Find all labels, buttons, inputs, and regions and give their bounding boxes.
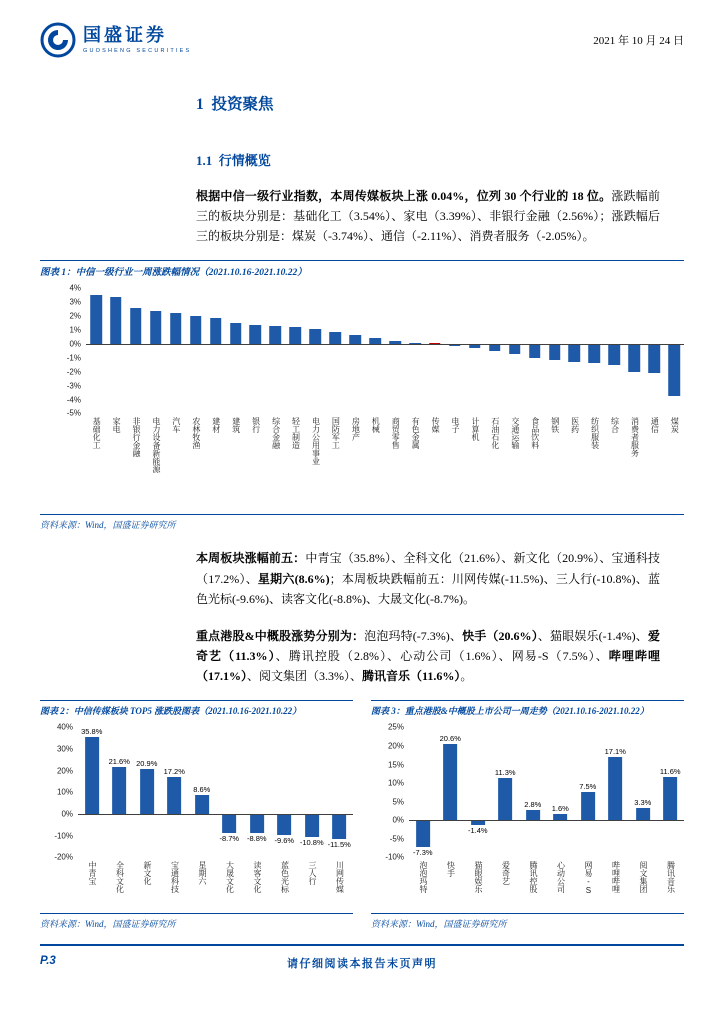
bar-阅文集团 <box>636 808 650 820</box>
page-header <box>0 0 724 64</box>
x-axis-label: 食品饮料 <box>530 417 540 450</box>
bar-slot <box>657 727 685 857</box>
bar-川网传媒 <box>332 814 346 839</box>
bar-泡泡玛特 <box>416 820 430 847</box>
plot-area <box>78 727 353 857</box>
bar-钢铁 <box>549 344 561 360</box>
x-axis-label: 通信 <box>650 417 660 434</box>
figure-2 <box>40 700 353 930</box>
y-tick-label: 10% <box>56 787 73 797</box>
y-tick-label: 0% <box>392 815 404 825</box>
bar-国防军工 <box>329 332 341 344</box>
figure-3 <box>371 700 684 930</box>
y-tick-label: 0% <box>69 339 81 349</box>
bar-value-label: -1.4% <box>467 826 488 836</box>
bar-slot <box>86 288 106 413</box>
x-axis-label: 快手 <box>446 861 456 878</box>
bold-text: 爱奇艺（11.3%） <box>196 628 660 664</box>
y-tick-label: 1% <box>69 325 81 335</box>
paragraph-market-overview <box>196 186 660 246</box>
y-tick-label: 30% <box>56 744 73 754</box>
bar-value-label: 35.8% <box>81 726 103 736</box>
brand <box>40 22 191 58</box>
x-axis-line <box>409 820 684 821</box>
page-footer <box>40 944 684 971</box>
y-tick-label: -1% <box>66 353 81 363</box>
bar-纺织服装 <box>589 344 601 363</box>
bar-value-label: 17.1% <box>604 746 626 756</box>
paragraph-hk-china-stocks <box>196 626 660 686</box>
x-axis-label: 电力设备新能源 <box>151 417 161 474</box>
text: ；本周板块跌幅前五：川网传媒(-11.5%)、三人行(-10.8%)、蓝色光标(-9.6%)、读客文化(-8.8%)、大晟文化(-8.7%)。 <box>196 571 660 606</box>
paragraph-sector-top5 <box>196 548 660 608</box>
bar-新文化 <box>140 769 154 814</box>
y-tick-label: -10% <box>54 831 73 841</box>
bar-slot <box>644 288 664 413</box>
bold-text: 根据中信一级行业指数，本周传媒板块上涨 0.04%，位列 30 个行业的 18 位。 <box>196 189 612 203</box>
bar-综合 <box>609 344 621 365</box>
x-axis <box>409 857 684 913</box>
bar-value-label: 3.3% <box>634 798 652 808</box>
bar-value-label: -11.5% <box>327 839 351 849</box>
bar-爱奇艺 <box>498 778 512 820</box>
bar-中青宝 <box>85 737 99 815</box>
y-axis <box>40 722 78 862</box>
x-axis-label: 传媒 <box>431 417 441 434</box>
bar-石油石化 <box>489 344 501 351</box>
bar-通信 <box>648 344 660 373</box>
bar-三人行 <box>305 814 319 837</box>
industry-weekly-change-chart <box>40 283 684 505</box>
bar-slot <box>133 727 161 857</box>
x-axis-label: 建筑 <box>231 417 241 434</box>
y-tick-label: -4% <box>66 395 81 405</box>
bar-slot <box>216 727 244 857</box>
x-axis-label: 星期六 <box>197 861 207 886</box>
section-title: 1 投资聚焦 <box>196 96 274 113</box>
bar-蓝色光标 <box>277 814 291 835</box>
bar-slot <box>271 727 299 857</box>
x-axis-label: 国防军工 <box>331 417 341 450</box>
x-axis-label: 家电 <box>112 417 122 434</box>
x-axis-label: 消费者服务 <box>630 417 640 458</box>
x-axis-label: 纺织服装 <box>590 417 600 450</box>
x-axis-label: 综合金融 <box>271 417 281 450</box>
bar-slot <box>465 288 485 413</box>
bar-房地产 <box>349 335 361 344</box>
bar-slot <box>106 727 134 857</box>
bold-text: 哔哩哔哩（17.1%） <box>196 649 660 684</box>
x-axis-label: 哔哩哔哩 <box>611 861 621 894</box>
bar-slot <box>166 288 186 413</box>
y-tick-label: -3% <box>66 381 81 391</box>
bar-value-label: 20.9% <box>136 758 158 768</box>
bar-slot <box>325 288 345 413</box>
x-axis-label: 计算机 <box>470 417 480 442</box>
x-axis-label: 腾讯音乐 <box>666 861 676 894</box>
bar-煤炭 <box>668 344 680 396</box>
x-axis-label: 爱奇艺 <box>501 861 511 886</box>
figure-1 <box>40 260 684 531</box>
bar-腾讯控股 <box>526 810 540 820</box>
x-axis-label: 煤炭 <box>670 417 680 434</box>
figure-3-caption: 图表 3：重点港股&中概股上市公司一周走势（2021.10.16-2021.10.22） <box>371 700 684 717</box>
figure-2-source: 资料来源：Wind，国盛证券研究所 <box>40 913 353 930</box>
bar-slot <box>326 727 354 857</box>
bold-text: 快手（20.6%） <box>462 628 538 643</box>
subsection-title: 1.1 行情概览 <box>196 153 271 168</box>
bar-slot <box>409 727 437 857</box>
y-tick-label: 0% <box>61 809 73 819</box>
y-tick-label: -20% <box>54 852 73 862</box>
bar-slot <box>385 288 405 413</box>
x-axis-label: 全科文化 <box>115 861 125 894</box>
bar-腾讯音乐 <box>663 777 677 820</box>
guosheng-logo-icon <box>40 22 76 58</box>
bar-slot <box>186 288 206 413</box>
x-axis-label: 猫眼娱乐 <box>473 861 483 894</box>
bar-slot <box>365 288 385 413</box>
bar-全科文化 <box>112 767 126 814</box>
bar-slot <box>305 288 325 413</box>
bar-读客文化 <box>250 814 264 833</box>
bold-text: 重点港股&中概股涨势分别为： <box>196 628 365 643</box>
bar-slot <box>547 727 575 857</box>
x-axis-label: 读客文化 <box>252 861 262 894</box>
y-tick-label: -5% <box>66 408 81 418</box>
bar-value-label: 20.6% <box>439 733 461 743</box>
x-axis-label: 泡泡玛特 <box>418 861 428 894</box>
bar-value-label: -8.7% <box>219 833 240 843</box>
bold-text: 本周板块涨幅前五： <box>196 551 306 566</box>
bar-slot <box>584 288 604 413</box>
x-axis-label: 腾讯控股 <box>528 861 538 894</box>
x-axis-label: 网易-S <box>583 861 593 896</box>
x-axis-label: 医药 <box>570 417 580 434</box>
x-axis-label: 交通运输 <box>510 417 520 450</box>
x-axis-label: 新文化 <box>142 861 152 886</box>
bold-text: 星期六(8.6%) <box>257 571 330 586</box>
report-date: 2021 年 10 月 24 日 <box>593 35 684 47</box>
text: 泡泡玛特(-7.3%)、 <box>364 628 463 643</box>
x-axis-label: 建材 <box>211 417 221 434</box>
bar-哔哩哔哩 <box>608 757 622 821</box>
x-axis <box>86 413 684 505</box>
x-axis-label: 农林牧渔 <box>191 417 201 450</box>
bar-轻工制造 <box>290 327 302 344</box>
bar-slot <box>405 288 425 413</box>
y-tick-label: 40% <box>56 722 73 732</box>
x-axis-label: 蓝色光标 <box>280 861 290 894</box>
x-axis-label: 房地产 <box>351 417 361 442</box>
y-tick-label: 20% <box>387 741 404 751</box>
bar-slot <box>445 288 465 413</box>
text: 、猫眼娱乐(-1.4%)、 <box>537 628 648 643</box>
bar-交通运输 <box>509 344 521 354</box>
figure-1-caption: 图表 1：中信一级行业一周涨跌幅情况（2021.10.16-2021.10.22） <box>40 260 684 278</box>
bar-slot <box>664 288 684 413</box>
y-tick-label: -5% <box>389 834 404 844</box>
bar-slot <box>624 288 644 413</box>
bar-slot <box>161 727 189 857</box>
bar-建筑 <box>230 323 242 345</box>
x-axis-label: 中青宝 <box>87 861 97 886</box>
y-tick-label: 25% <box>387 722 404 732</box>
bar-家电 <box>110 297 122 344</box>
y-tick-label: 5% <box>392 797 404 807</box>
x-axis-label: 电子 <box>451 417 461 434</box>
bar-slot <box>437 727 465 857</box>
bold-text: 腾讯音乐（11.6%） <box>362 669 461 684</box>
y-tick-label: 20% <box>56 766 73 776</box>
y-tick-label: 10% <box>387 778 404 788</box>
bar-slot <box>78 727 106 857</box>
bar-slot <box>298 727 326 857</box>
bar-value-label: -9.6% <box>274 835 295 845</box>
x-axis-label: 非银行金融 <box>132 417 142 458</box>
x-axis-label: 商贸零售 <box>391 417 401 450</box>
bar-slot <box>485 288 505 413</box>
bar-slot <box>243 727 271 857</box>
bar-农林牧渔 <box>190 316 202 344</box>
bar-快手 <box>443 744 457 821</box>
x-axis-label: 基础化工 <box>92 417 102 450</box>
bar-食品饮料 <box>529 344 541 358</box>
bar-slot <box>345 288 365 413</box>
y-tick-label: 3% <box>69 297 81 307</box>
bar-基础化工 <box>90 295 102 344</box>
figure-1-source: 资料来源：Wind，国盛证券研究所 <box>40 514 684 531</box>
bar-value-label: -8.8% <box>246 834 267 844</box>
bar-value-label: -10.8% <box>299 838 324 848</box>
brand-name: 国盛证券 <box>83 25 167 46</box>
plot-area <box>409 727 684 857</box>
bar-slot <box>492 727 520 857</box>
x-axis-line <box>78 814 353 815</box>
y-tick-label: 2% <box>69 311 81 321</box>
bar-slot <box>629 727 657 857</box>
bar-slot <box>265 288 285 413</box>
hk-china-stocks-chart <box>371 722 684 913</box>
bar-slot <box>525 288 545 413</box>
bar-slot <box>545 288 565 413</box>
x-axis <box>78 857 353 913</box>
bar-value-label: 8.6% <box>193 785 211 795</box>
bar-星期六 <box>195 795 209 814</box>
x-axis-label: 电力公用事业 <box>311 417 321 466</box>
x-axis-label: 有色金属 <box>411 417 421 450</box>
x-axis-label: 阅文集团 <box>638 861 648 894</box>
bar-slot <box>602 727 630 857</box>
x-axis-label: 三人行 <box>307 861 317 886</box>
bar-slot <box>604 288 624 413</box>
y-tick-label: 4% <box>69 283 81 293</box>
figure-2-caption: 图表 2：中信传媒板块 TOP5 涨跌股图表（2021.10.16-2021.10.22） <box>40 700 353 717</box>
bar-医药 <box>569 344 581 362</box>
brand-text <box>83 26 191 54</box>
bar-slot <box>464 727 492 857</box>
x-axis-label: 钢铁 <box>550 417 560 434</box>
text: 、腾讯控股（2.8%）、心动公司（1.6%）、网易-S（7.5%）、 <box>275 649 609 664</box>
bar-slot <box>206 288 226 413</box>
bar-value-label: 7.5% <box>579 782 597 792</box>
bar-消费者服务 <box>629 344 641 372</box>
bar-slot <box>188 727 216 857</box>
bar-slot <box>425 288 445 413</box>
bar-slot <box>106 288 126 413</box>
text: 涨跌幅前三的板块分别是：基础化工（3.54%）、家电（3.39%）、非银行金融（2.56%）；涨跌幅后三的板块分别是：煤炭（-3.74%）、通信（-2.11%）、消费者服务（-2.05%）。 <box>196 189 660 244</box>
bar-slot <box>519 727 547 857</box>
x-axis-label: 石油石化 <box>490 417 500 450</box>
bar-slot <box>505 288 525 413</box>
bar-非银行金融 <box>130 308 142 344</box>
bar-电力公用事业 <box>310 329 322 344</box>
bar-大晟文化 <box>222 814 236 833</box>
x-axis-label: 川网传媒 <box>335 861 345 894</box>
media-top5-chart <box>40 722 353 913</box>
page-number: P.3 <box>40 955 56 967</box>
bar-slot <box>126 288 146 413</box>
bar-汽车 <box>170 313 182 344</box>
x-axis-label: 轻工制造 <box>291 417 301 450</box>
bar-宝通科技 <box>167 777 181 814</box>
bar-网易-S <box>581 792 595 820</box>
x-axis-label: 大晟文化 <box>225 861 235 894</box>
text: 中青宝（35.8%）、全科文化（21.6%）、新文化（20.9%）、宝通科技（17.2%）、 <box>196 551 660 586</box>
footer-disclaimer: 请仔细阅读本报告末页声明 <box>287 958 437 970</box>
figure-row <box>40 700 684 930</box>
bar-建材 <box>210 318 222 344</box>
bar-电力设备新能源 <box>150 311 162 344</box>
y-axis <box>371 722 409 862</box>
y-tick-label: -2% <box>66 367 81 377</box>
bar-slot <box>565 288 585 413</box>
bar-银行 <box>250 325 262 344</box>
bar-slot <box>574 727 602 857</box>
bar-value-label: 11.6% <box>659 767 681 777</box>
bar-value-label: -7.3% <box>412 848 433 858</box>
x-axis-label: 综合 <box>610 417 620 434</box>
y-tick-label: 15% <box>387 760 404 770</box>
x-axis-label: 机械 <box>371 417 381 434</box>
x-axis-label: 宝通科技 <box>170 861 180 894</box>
x-axis-label: 汽车 <box>171 417 181 434</box>
plot-area <box>86 288 684 413</box>
bar-综合金融 <box>270 326 282 344</box>
bar-value-label: 11.3% <box>494 768 516 778</box>
bar-slot <box>285 288 305 413</box>
y-axis <box>40 283 86 418</box>
text: 。 <box>460 669 473 684</box>
x-axis-line <box>86 344 684 345</box>
text: 、阅文集团（3.3%）、 <box>247 669 363 684</box>
bar-value-label: 21.6% <box>108 757 130 767</box>
bar-value-label: 2.8% <box>524 799 542 809</box>
bar-slot <box>246 288 266 413</box>
bar-slot <box>146 288 166 413</box>
figure-3-source: 资料来源：Wind，国盛证券研究所 <box>371 913 684 930</box>
x-axis-label: 心动公司 <box>556 861 566 894</box>
bar-value-label: 1.6% <box>551 804 569 814</box>
bar-slot <box>226 288 246 413</box>
bar-value-label: 17.2% <box>163 766 185 776</box>
y-tick-label: -10% <box>385 852 404 862</box>
x-axis-label: 银行 <box>251 417 261 434</box>
brand-subtitle: GUOSHENG SECURITIES <box>83 47 192 54</box>
